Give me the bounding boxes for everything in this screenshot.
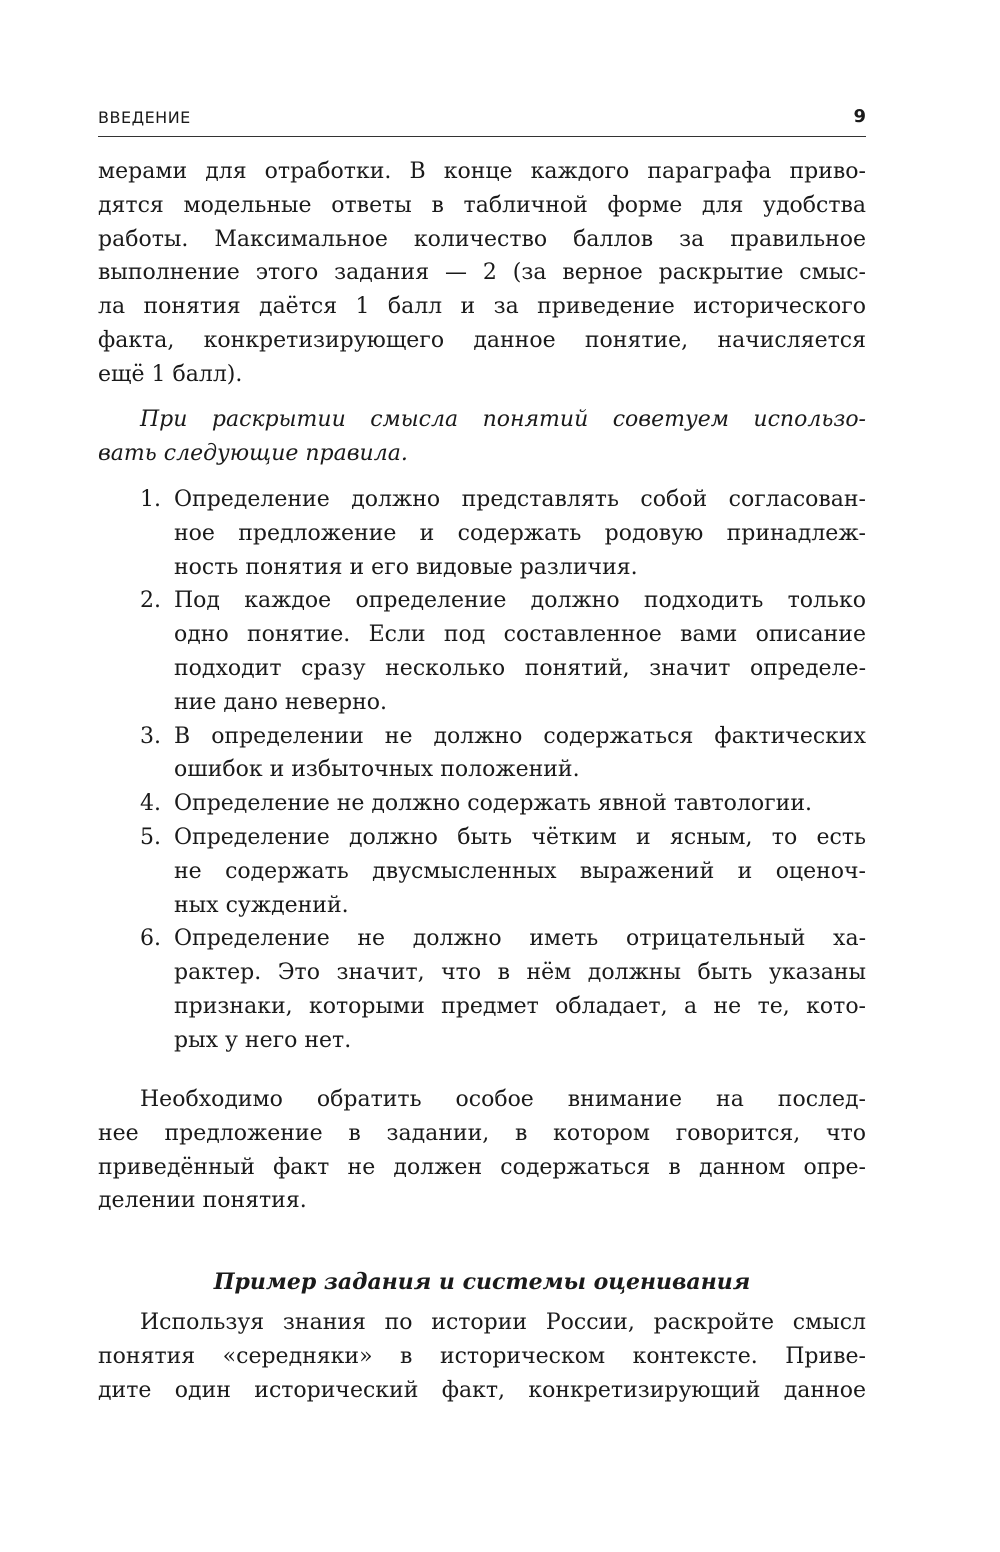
- list-number: 3.: [140, 723, 161, 749]
- text-line: Под каждое определение должно подходить только: [174, 588, 866, 614]
- list-number: 6.: [140, 926, 161, 952]
- text-line: понятия «середняки» в историческом контексте. Приве-: [98, 1343, 866, 1369]
- text-line: дятся модельные ответы в табличной форме для удобства: [98, 192, 866, 218]
- text-line: нее предложение в задании, в котором говорится, что: [98, 1120, 866, 1146]
- text-line: ность понятия и его видовые различия.: [174, 554, 638, 580]
- text-line: мерами для отработки. В конце каждого параграфа приво-: [98, 159, 866, 184]
- text-line: выполнение этого задания — 2 (за верное раскрытие смыс-: [98, 260, 866, 286]
- list-item: [98, 821, 866, 922]
- text-line: дите один исторический факт, конкретизирующий данное: [98, 1377, 866, 1403]
- text-line: Необходимо обратить особое внимание на послед-: [140, 1087, 866, 1112]
- list-number: 4.: [140, 791, 161, 817]
- text-line: ла понятия даётся 1 балл и за приведение исторического: [98, 294, 866, 320]
- text-line: рактер. Это значит, что в нём должны быть указаны: [174, 960, 866, 986]
- text-line: работы. Максимальное количество баллов за правильное: [98, 226, 866, 252]
- paragraph-intro: [98, 155, 866, 392]
- rules-list: [98, 483, 866, 1058]
- list-item: [98, 483, 866, 584]
- text-line: рых у него нет.: [174, 1027, 352, 1053]
- paragraph-note: [98, 1083, 866, 1218]
- list-number: 5.: [140, 824, 161, 850]
- text-line: ещё 1 балл).: [98, 361, 243, 387]
- text-line: подходит сразу несколько понятий, значит определе-: [174, 655, 866, 681]
- text-line: ных суждений.: [174, 892, 349, 918]
- paragraph-advice: [98, 403, 866, 471]
- list-item: [98, 922, 866, 1057]
- text-line: Определение не должно содержать явной тавтологии.: [174, 791, 812, 817]
- text-line: Определение должно представлять собой согласован-: [174, 487, 866, 512]
- list-item: [98, 720, 866, 788]
- text-line: не содержать двусмысленных выражений и оценоч-: [174, 858, 866, 884]
- text-line: При раскрытии смысла понятий советуем использо-: [140, 407, 866, 432]
- text-line: признаки, которыми предмет обладает, а не те, кото-: [174, 993, 866, 1019]
- text-line: вать следующие правила.: [98, 440, 408, 466]
- list-item: [98, 584, 866, 719]
- section-heading: Пример задания и системы оценивания: [213, 1269, 751, 1295]
- running-title: ВВЕДЕНИЕ: [98, 108, 191, 127]
- text-line: факта, конкретизирующего данное понятие, начисляется: [98, 327, 866, 353]
- list-number: 2.: [140, 588, 161, 614]
- list-number: 1.: [140, 487, 161, 512]
- paragraph-task: [98, 1306, 866, 1407]
- text-line: В определении не должно содержаться фактических: [174, 723, 866, 749]
- text-line: делении понятия.: [98, 1188, 307, 1214]
- text-line: ное предложение и содержать родовую принадлеж-: [174, 520, 866, 546]
- text-line: Определение не должно иметь отрицательный ха-: [174, 926, 866, 952]
- text-line: одно понятие. Если под составленное вами описание: [174, 622, 866, 648]
- text-line: ние дано неверно.: [174, 689, 387, 715]
- page-number: 9: [853, 106, 866, 127]
- text-line: Используя знания по истории России, раскройте смысл: [140, 1310, 866, 1335]
- text-line: Определение должно быть чётким и ясным, то есть: [174, 824, 866, 850]
- text-line: ошибок и избыточных положений.: [174, 757, 580, 783]
- text-line: приведённый факт не должен содержаться в данном опре-: [98, 1154, 866, 1180]
- page-header: [98, 104, 866, 137]
- list-item: [98, 787, 866, 821]
